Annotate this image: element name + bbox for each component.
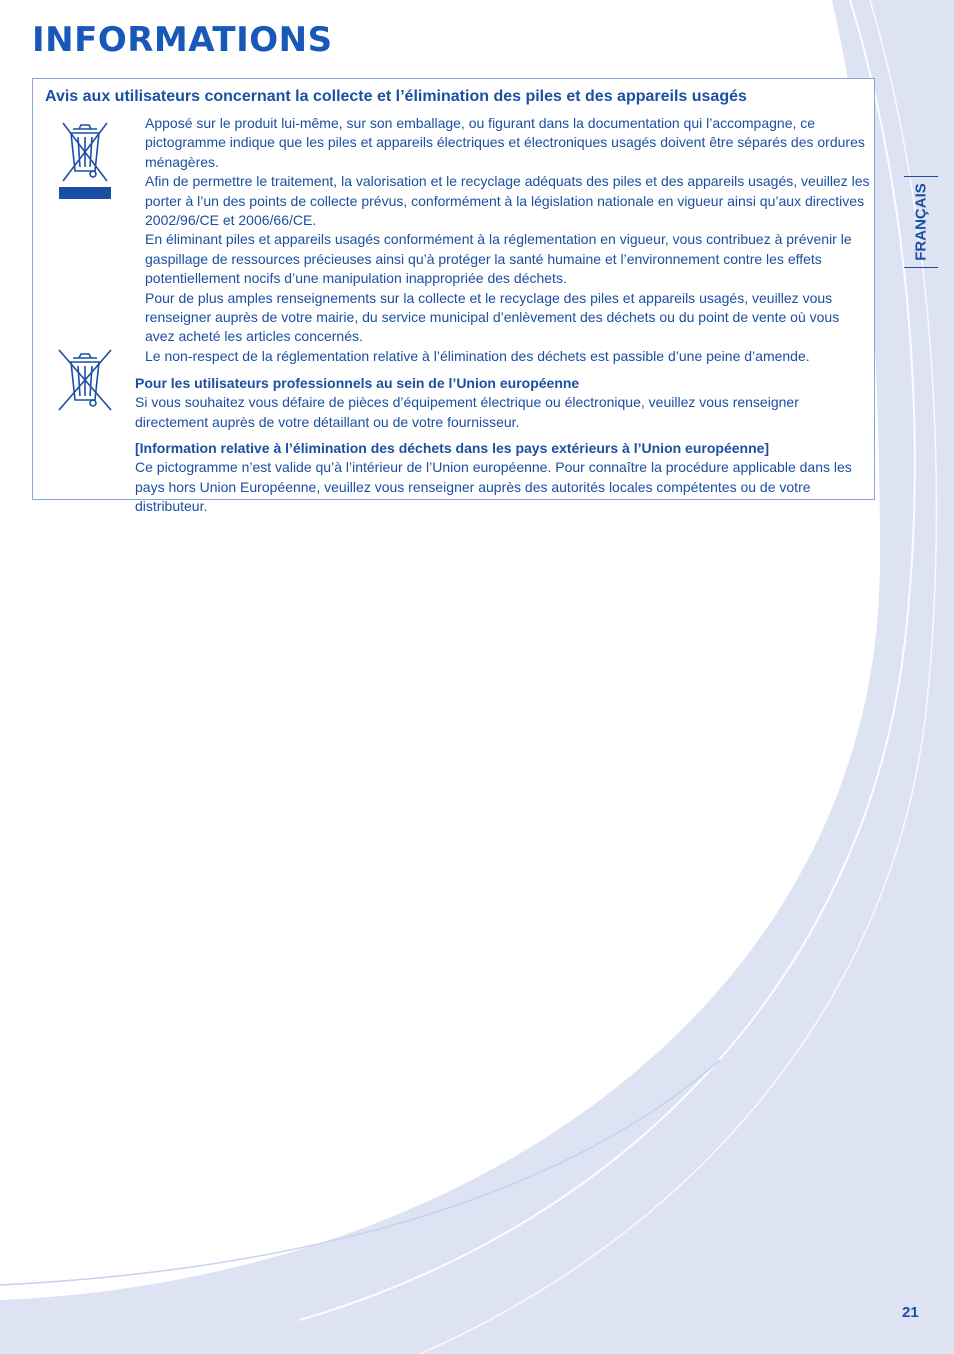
crossed-out-wheelie-bin-with-bar-icon (55, 117, 115, 201)
professional-users-heading: Pour les utilisateurs professionnels au sein de l’Union européenne (135, 375, 580, 391)
page-number: 21 (902, 1304, 919, 1321)
language-tab-label: FRANÇAIS (912, 183, 930, 261)
notice-paragraph: Pour de plus amples renseignements sur la collecte et le recyclage des piles et appareils usagés, veuillez vous renseigner auprès de votre mairie, du service municipal d’enlèvement des déchets ou du point de vente où vous avez acheté les articles concernés. (145, 289, 840, 345)
crossed-out-wheelie-bin-icon (53, 346, 117, 414)
notice-heading: Avis aux utilisateurs concernant la collecte et l’élimination des piles et des appareils usagés (45, 88, 747, 105)
page-title: INFORMATIONS (32, 20, 333, 60)
language-tab (904, 176, 938, 268)
professional-users-text: Si vous souhaitez vous défaire de pièces d’équipement électrique ou électronique, veuillez vous renseigner directement auprès de votre détaillant ou de votre fournisseur. (135, 394, 799, 430)
notice-paragraph: Le non-respect de la réglementation relative à l’élimination des déchets est passible d’une peine d’amende. (145, 347, 810, 364)
notice-paragraph: En éliminant piles et appareils usagés conformément à la réglementation en vigueur, vous contribuez à prévenir le gaspillage de ressources précieuses ainsi qu’à protéger la santé humaine et l’environnement contre les effets potentiellement nocifs d’une manipulation inappropriée des déchets. (145, 231, 852, 287)
professional-users-section (135, 374, 875, 432)
notice-paragraphs (145, 114, 870, 366)
notice-paragraph: Afin de permettre le traitement, la valorisation et le recyclage adéquats des piles et des appareils usagés, veuillez les porter à l’un des points de collecte prévus, conformément à la législation nationale en vigueur ainsi qu’aux directives 2002/96/CE et 2006/66/CE. (145, 173, 870, 229)
disposal-notice-box (32, 78, 875, 515)
outside-eu-section (135, 439, 875, 517)
notice-paragraph: Apposé sur le produit lui-même, sur son emballage, ou figurant dans la documentation qui l’accompagne, ce pictogramme indique que les piles et appareils électriques et électroniques usagés doivent être séparés des ordures ménagères. (145, 115, 865, 170)
outside-eu-heading: [Information relative à l’élimination des déchets dans les pays extérieurs à l’Union européenne] (135, 440, 770, 456)
outside-eu-text: Ce pictogramme n’est valide qu’à l’intérieur de l’Union européenne. Pour connaître la procédure applicable dans les pays hors Union Européenne, veuillez vous renseigner auprès des autorités locales compétentes ou de votre distributeur. (135, 459, 852, 515)
